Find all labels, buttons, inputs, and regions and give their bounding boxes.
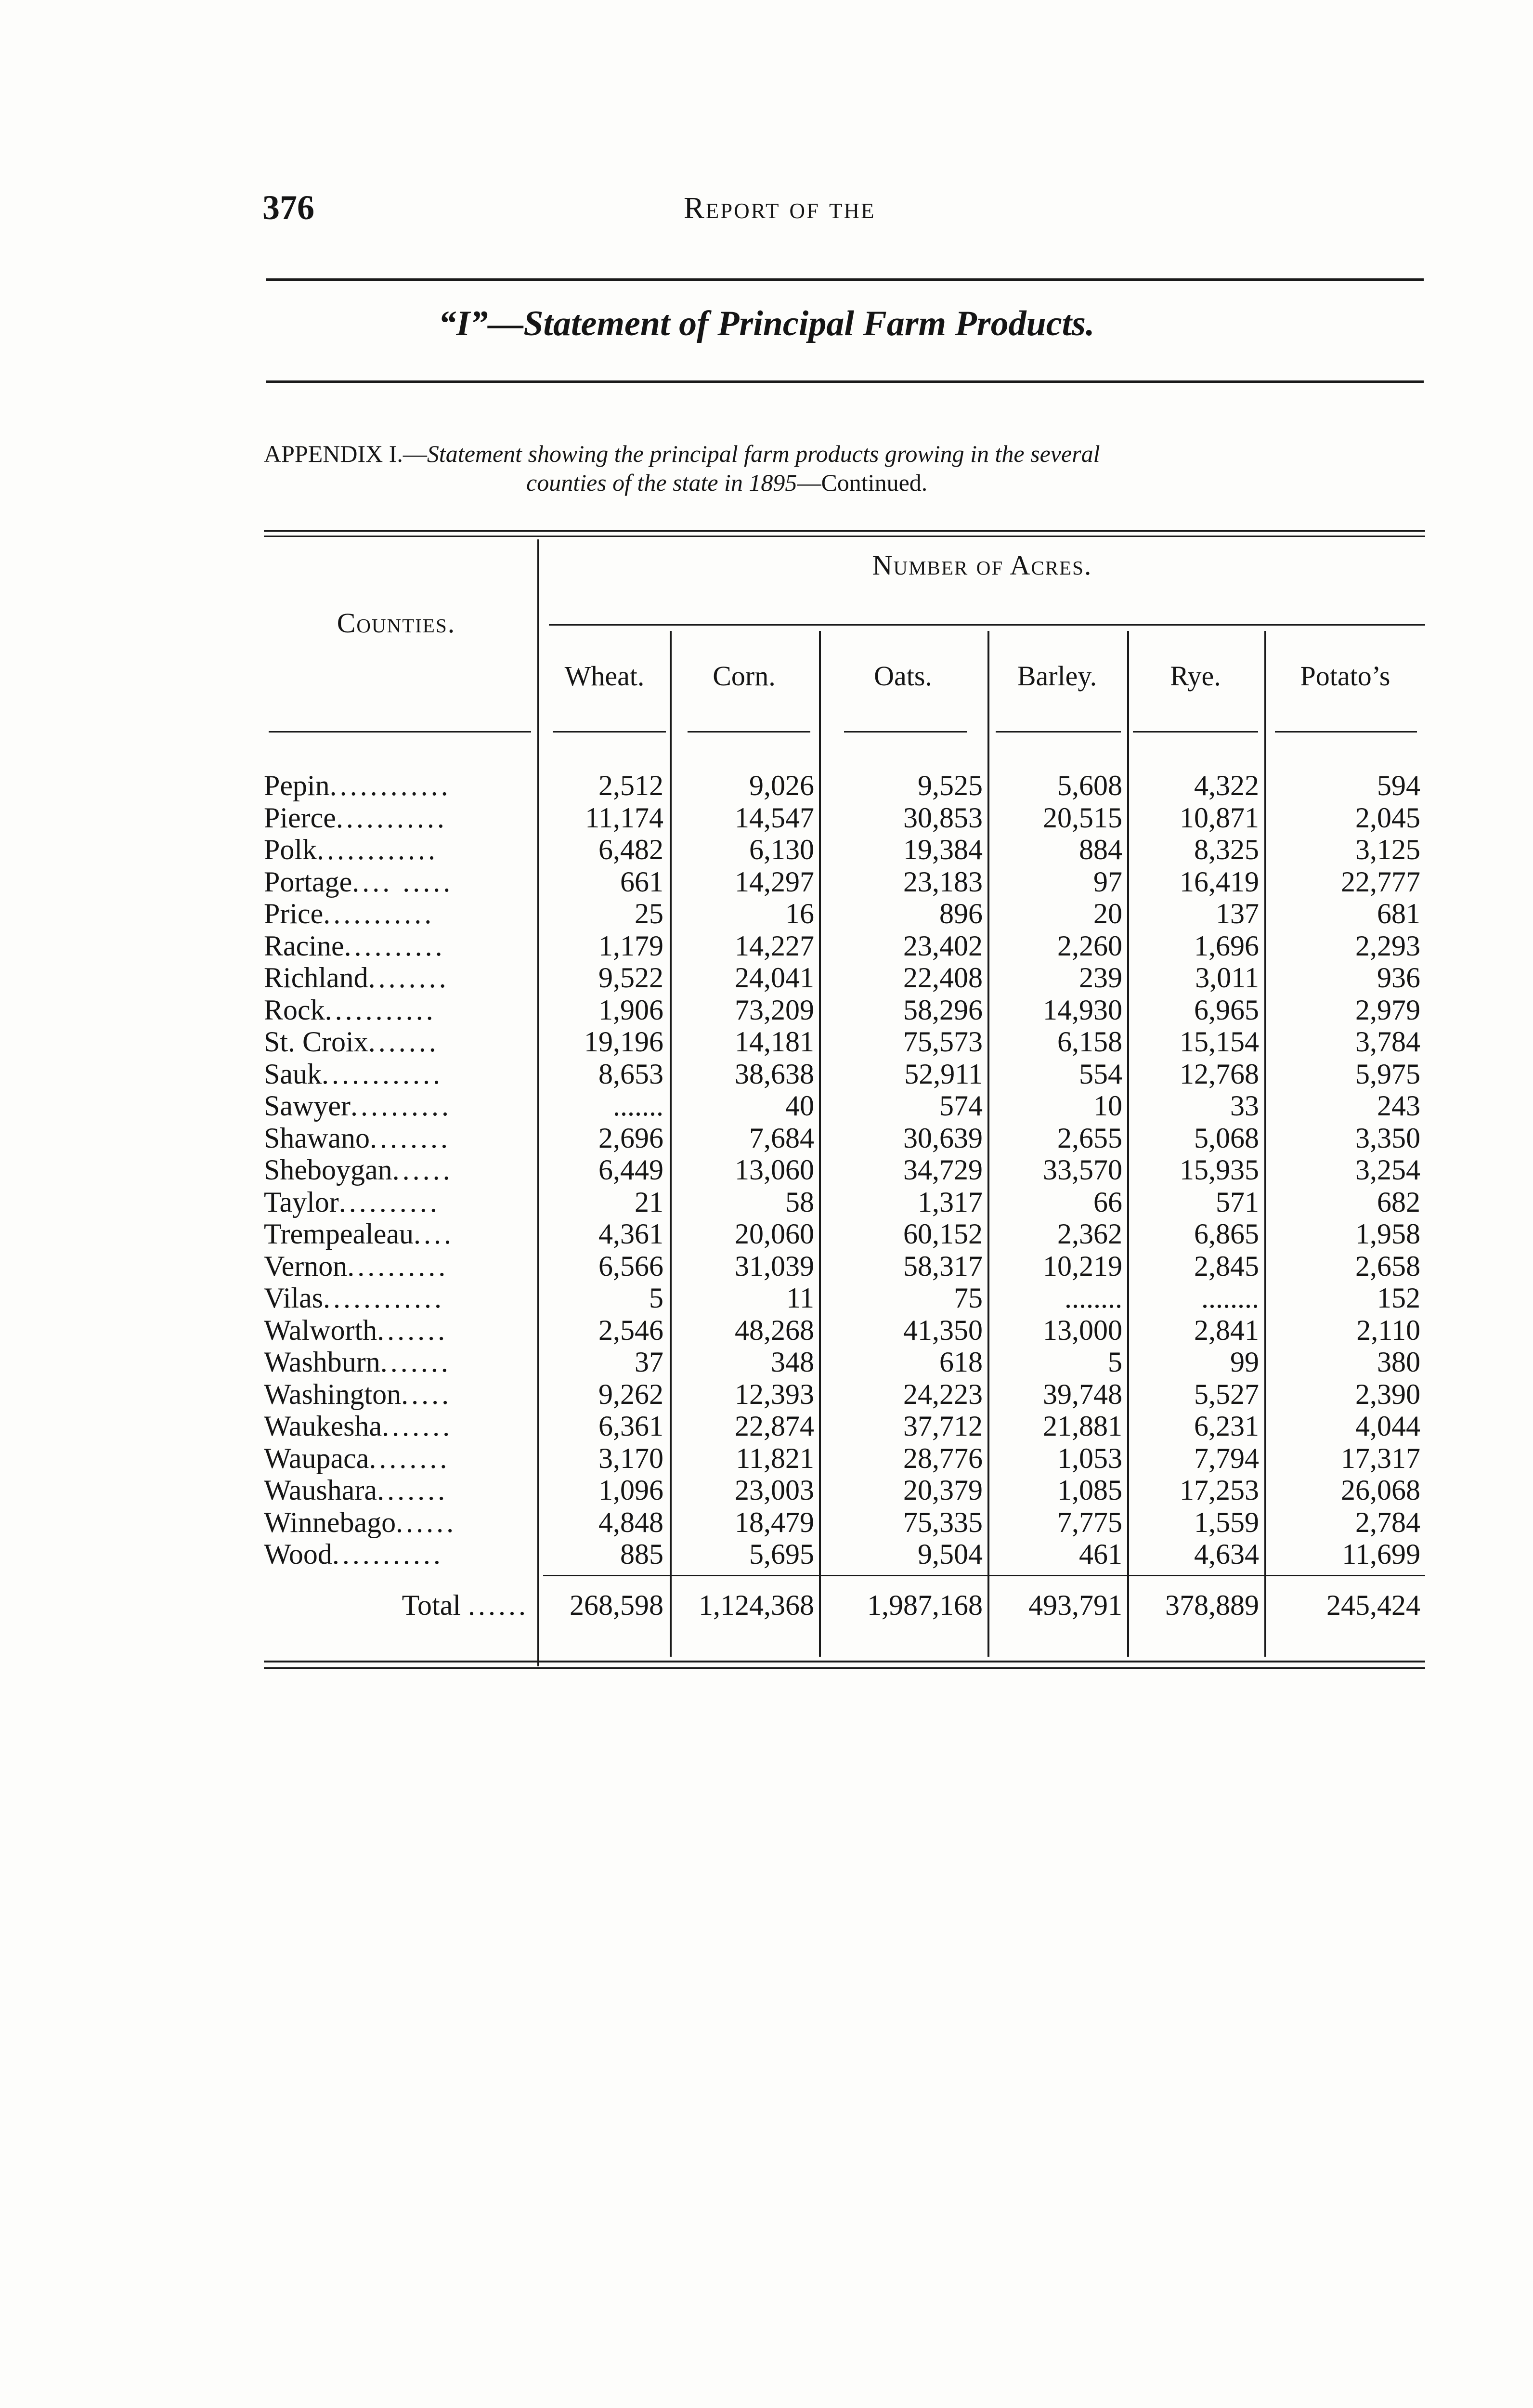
cell-wheat: 6,566 [598, 1250, 663, 1282]
county-leader: .......... [347, 1250, 449, 1282]
cell-potatoes: 681 [1377, 898, 1420, 929]
cell-wheat: 19,196 [584, 1026, 663, 1058]
cell-oats: 20,379 [903, 1474, 983, 1506]
cell-oats: 30,853 [903, 801, 983, 834]
cell-corn: 14,547 [735, 801, 814, 834]
county-name: Vilas [264, 1282, 324, 1314]
cell-wheat: 9,262 [598, 1378, 663, 1410]
county-leader: ........ [368, 962, 449, 994]
county-leader: ........... [325, 994, 436, 1026]
county-leader: ....... [380, 1346, 451, 1378]
county-name: Walworth [264, 1314, 377, 1346]
county-name: Waukesha [264, 1410, 382, 1442]
county-cell [264, 962, 529, 994]
county-cell [264, 1154, 529, 1186]
cell-corn: 12,393 [735, 1378, 814, 1410]
group-header-rule [549, 624, 1425, 626]
table-row [264, 1250, 1425, 1282]
header-rule-corn [688, 731, 810, 733]
total-label [264, 1589, 538, 1621]
county-leader: ....... [368, 1026, 439, 1058]
county-leader: ........... [336, 801, 447, 834]
header-rule-stub [269, 731, 531, 733]
cell-oats: 23,183 [903, 865, 983, 898]
county-name: Sheboygan [264, 1154, 392, 1186]
cell-barley: 5 [1108, 1346, 1122, 1378]
county-cell [264, 802, 529, 834]
county-name: Waushara [264, 1474, 377, 1506]
cell-rye: 15,154 [1180, 1026, 1259, 1058]
cell-barley: 10 [1093, 1090, 1122, 1122]
cell-barley: 13,000 [1043, 1314, 1122, 1346]
county-leader: .......... [338, 1186, 440, 1218]
cell-potatoes: 2,658 [1355, 1250, 1420, 1282]
col-header-rye: Rye. [1170, 660, 1221, 692]
table-row [264, 834, 1425, 865]
cell-potatoes: 3,784 [1355, 1026, 1420, 1058]
total-rule [543, 1575, 1425, 1576]
county-cell [264, 1442, 529, 1474]
cell-wheat: 2,512 [598, 770, 663, 801]
table-row [264, 1122, 1425, 1154]
table-row [264, 1410, 1425, 1442]
cell-oats: 896 [939, 898, 983, 929]
county-leader: ....... [377, 1314, 448, 1346]
cell-potatoes: 5,975 [1355, 1058, 1420, 1090]
cell-barley: 2,655 [1057, 1122, 1122, 1154]
cell-barley: 554 [1079, 1058, 1122, 1090]
cell-rye: 5,068 [1194, 1122, 1259, 1154]
col-header-potatoes: Potato’s [1300, 660, 1390, 692]
col-header-barley: Barley. [1017, 660, 1097, 692]
county-name: Rock [264, 994, 325, 1026]
cell-wheat: 1,179 [598, 929, 663, 962]
county-leader: .......... [344, 929, 445, 962]
cell-barley: 39,748 [1043, 1378, 1122, 1410]
cell-oats: 52,911 [904, 1058, 983, 1090]
county-name: Richland [264, 962, 368, 994]
cell-corn: 5,695 [749, 1538, 814, 1570]
cell-oats: 1,317 [918, 1186, 983, 1218]
cell-barley: 6,158 [1057, 1026, 1122, 1058]
cell-corn: 58 [785, 1186, 814, 1218]
cell-oats: 34,729 [903, 1154, 983, 1186]
cell-corn: 14,227 [735, 929, 814, 962]
county-cell [264, 898, 529, 929]
table-row [264, 1314, 1425, 1346]
cell-rye: 571 [1216, 1186, 1259, 1218]
county-name: Portage [264, 865, 352, 898]
cell-oats: 30,639 [903, 1122, 983, 1154]
table-row [264, 962, 1425, 994]
cell-barley: 884 [1079, 834, 1122, 865]
table-row [264, 1186, 1425, 1218]
cell-rye: 1,696 [1194, 929, 1259, 962]
cell-corn: 7,684 [749, 1122, 814, 1154]
cell-corn: 348 [771, 1346, 814, 1378]
county-leader: ....... [377, 1474, 448, 1506]
table-row [264, 1538, 1425, 1570]
cell-barley: 10,219 [1043, 1250, 1122, 1282]
county-leader: ..... [401, 1378, 452, 1410]
cell-potatoes: 380 [1377, 1346, 1420, 1378]
cell-oats: 574 [939, 1090, 983, 1122]
cell-oats: 75,335 [903, 1506, 983, 1538]
cell-barley: 2,362 [1057, 1218, 1122, 1250]
table-top-rule [264, 530, 1425, 532]
table-row [264, 1026, 1425, 1058]
cell-rye: 99 [1230, 1346, 1259, 1378]
cell-potatoes: 22,777 [1341, 865, 1420, 898]
cell-rye: 5,527 [1194, 1378, 1259, 1410]
cell-oats: 58,296 [903, 994, 983, 1026]
cell-rye: 17,253 [1180, 1474, 1259, 1506]
county-name: Washington [264, 1378, 402, 1410]
county-leader: ............ [322, 1058, 443, 1090]
county-leader: .......... [350, 1090, 452, 1122]
cell-potatoes: 4,044 [1355, 1410, 1420, 1442]
cell-rye: 7,794 [1194, 1442, 1259, 1474]
cell-oats: 58,317 [903, 1250, 983, 1282]
table-bottom-rule-2 [264, 1667, 1425, 1669]
cell-wheat: 4,361 [598, 1218, 663, 1250]
cell-wheat: 2,696 [598, 1122, 663, 1154]
cell-potatoes: 594 [1377, 770, 1420, 801]
county-name: Waupaca [264, 1442, 369, 1474]
farm-products-table [264, 530, 1425, 1676]
header-rule-wheat [553, 731, 666, 733]
cell-rye: 6,865 [1194, 1218, 1259, 1250]
cell-oats: 75,573 [903, 1026, 983, 1058]
cell-barley: 239 [1079, 962, 1122, 994]
county-leader: ........... [323, 898, 435, 929]
cell-rye: ........ [1201, 1282, 1259, 1314]
cell-wheat: ....... [613, 1090, 663, 1122]
cell-corn: 14,181 [735, 1026, 814, 1058]
cell-oats: 22,408 [903, 962, 983, 994]
caption-line2-italic: counties of the state in 1895 [526, 469, 797, 496]
county-name: Pierce [264, 801, 336, 834]
cell-potatoes: 2,110 [1356, 1314, 1420, 1346]
cell-barley: 66 [1093, 1186, 1122, 1218]
group-header: Number of Acres. [872, 550, 1092, 581]
table-row [264, 994, 1425, 1026]
cell-potatoes: 2,979 [1355, 994, 1420, 1026]
cell-oats: 37,712 [903, 1410, 983, 1442]
total-potatoes: 245,424 [1326, 1589, 1420, 1621]
cell-corn: 38,638 [735, 1058, 814, 1090]
cell-potatoes: 2,390 [1355, 1378, 1420, 1410]
running-head: Report of the [684, 191, 876, 225]
cell-corn: 20,060 [735, 1218, 814, 1250]
cell-barley: 461 [1079, 1538, 1122, 1570]
cell-wheat: 6,361 [598, 1410, 663, 1442]
cell-wheat: 5 [649, 1282, 663, 1314]
cell-barley: 14,930 [1043, 994, 1122, 1026]
county-name: Price [264, 898, 324, 929]
county-cell [264, 994, 529, 1026]
total-corn: 1,124,368 [699, 1589, 814, 1621]
cell-wheat: 2,546 [598, 1314, 663, 1346]
cell-potatoes: 243 [1377, 1090, 1420, 1122]
county-cell [264, 1122, 529, 1154]
cell-oats: 28,776 [903, 1442, 983, 1474]
cell-potatoes: 3,254 [1355, 1154, 1420, 1186]
cell-oats: 75 [954, 1282, 983, 1314]
cell-potatoes: 1,958 [1355, 1218, 1420, 1250]
cell-potatoes: 936 [1377, 962, 1420, 994]
cell-corn: 22,874 [735, 1410, 814, 1442]
cell-wheat: 9,522 [598, 962, 663, 994]
county-leader: ....... [382, 1410, 453, 1442]
col-header-oats: Oats. [874, 660, 932, 692]
cell-potatoes: 3,125 [1355, 834, 1420, 865]
cell-barley: 21,881 [1043, 1410, 1122, 1442]
cell-wheat: 1,906 [598, 994, 663, 1026]
county-cell [264, 930, 529, 962]
total-row [264, 1589, 1425, 1621]
cell-wheat: 25 [635, 898, 663, 929]
table-row [264, 1058, 1425, 1090]
county-leader: ............ [329, 770, 451, 801]
county-leader: ...... [392, 1154, 453, 1186]
county-name: St. Croix [264, 1026, 368, 1058]
cell-wheat: 661 [620, 865, 663, 898]
county-cell [264, 834, 529, 865]
county-name: Polk [264, 834, 317, 865]
cell-wheat: 21 [635, 1186, 663, 1218]
county-cell [264, 866, 529, 898]
cell-corn: 6,130 [749, 834, 814, 865]
cell-corn: 73,209 [735, 994, 814, 1026]
cell-oats: 23,402 [903, 929, 983, 962]
county-name: Sauk [264, 1058, 322, 1090]
cell-corn: 31,039 [735, 1250, 814, 1282]
cell-wheat: 6,449 [598, 1154, 663, 1186]
cell-potatoes: 152 [1377, 1282, 1420, 1314]
table-row [264, 1506, 1425, 1538]
cell-barley: 1,085 [1057, 1474, 1122, 1506]
cell-oats: 60,152 [903, 1218, 983, 1250]
table-row [264, 1346, 1425, 1378]
county-leader: ........ [369, 1122, 451, 1154]
cell-corn: 16 [785, 898, 814, 929]
cell-barley: ........ [1065, 1282, 1122, 1314]
county-cell [264, 1506, 529, 1538]
cell-rye: 6,231 [1194, 1410, 1259, 1442]
county-cell [264, 1026, 529, 1058]
cell-barley: 2,260 [1057, 929, 1122, 962]
title-bottom-rule [266, 380, 1424, 383]
county-cell [264, 1282, 529, 1314]
cell-rye: 3,011 [1195, 962, 1259, 994]
cell-wheat: 885 [620, 1538, 663, 1570]
cell-wheat: 8,653 [598, 1058, 663, 1090]
county-leader: .... ..... [352, 865, 454, 898]
cell-potatoes: 3,350 [1355, 1122, 1420, 1154]
county-name: Vernon [264, 1250, 348, 1282]
county-cell [264, 1218, 529, 1250]
county-cell [264, 1410, 529, 1442]
total-barley: 493,791 [1028, 1589, 1122, 1621]
county-cell [264, 1058, 529, 1090]
cell-rye: 4,322 [1194, 770, 1259, 801]
cell-rye: 15,935 [1180, 1154, 1259, 1186]
county-cell [264, 1090, 529, 1122]
header-rule-oats [844, 731, 967, 733]
appendix-caption [264, 439, 1429, 497]
cell-corn: 24,041 [735, 962, 814, 994]
cell-oats: 618 [939, 1346, 983, 1378]
total-wheat: 268,598 [570, 1589, 663, 1621]
table-bottom-rule [264, 1661, 1425, 1662]
county-name: Winnebago [264, 1506, 396, 1538]
county-leader: ............ [323, 1282, 445, 1314]
county-name: Sawyer [264, 1090, 351, 1122]
cell-wheat: 11,174 [585, 801, 663, 834]
col-header-corn: Corn. [713, 660, 776, 692]
cell-rye: 33 [1230, 1090, 1259, 1122]
county-name: Trempealeau [264, 1218, 414, 1250]
cell-oats: 9,525 [918, 770, 983, 801]
cell-rye: 1,559 [1194, 1506, 1259, 1538]
cell-oats: 24,223 [903, 1378, 983, 1410]
cell-potatoes: 17,317 [1341, 1442, 1420, 1474]
table-row [264, 1474, 1425, 1506]
table-row [264, 1090, 1425, 1122]
total-leader: ...... [468, 1589, 529, 1621]
county-cell [264, 1314, 529, 1346]
county-cell [264, 1346, 529, 1378]
cell-rye: 137 [1216, 898, 1259, 929]
county-leader: ........... [332, 1538, 443, 1570]
county-leader: ............ [317, 834, 439, 865]
cell-wheat: 1,096 [598, 1474, 663, 1506]
cell-potatoes: 2,784 [1355, 1506, 1420, 1538]
county-name: Pepin [264, 770, 330, 801]
county-cell [264, 1186, 529, 1218]
county-cell [264, 1538, 529, 1570]
cell-corn: 11 [786, 1282, 814, 1314]
cell-corn: 9,026 [749, 770, 814, 801]
county-cell [264, 770, 529, 801]
county-name: Shawano [264, 1122, 370, 1154]
cell-oats: 9,504 [918, 1538, 983, 1570]
table-row [264, 930, 1425, 962]
cell-corn: 11,821 [736, 1442, 814, 1474]
cell-rye: 8,325 [1194, 834, 1259, 865]
county-cell [264, 1378, 529, 1410]
table-row [264, 802, 1425, 834]
county-leader: ...... [396, 1506, 457, 1538]
cell-rye: 6,965 [1194, 994, 1259, 1026]
cell-corn: 48,268 [735, 1314, 814, 1346]
caption-line2-suffix: —Continued. [797, 469, 928, 496]
cell-rye: 16,419 [1180, 865, 1259, 898]
stub-header: Counties. [337, 607, 456, 639]
table-top-rule-2 [264, 536, 1425, 537]
table-row [264, 1378, 1425, 1410]
county-name: Racine [264, 929, 344, 962]
table-row [264, 866, 1425, 898]
cell-corn: 18,479 [735, 1506, 814, 1538]
total-oats: 1,987,168 [867, 1589, 983, 1621]
cell-rye: 4,634 [1194, 1538, 1259, 1570]
cell-potatoes: 2,045 [1355, 801, 1420, 834]
total-label-text: Total [402, 1589, 461, 1621]
county-name: Taylor [264, 1186, 339, 1218]
cell-barley: 1,053 [1057, 1442, 1122, 1474]
title-top-rule [266, 278, 1424, 281]
cell-rye: 10,871 [1180, 801, 1259, 834]
table-row [264, 1442, 1425, 1474]
table-row [264, 898, 1425, 929]
page-number: 376 [262, 188, 314, 227]
cell-rye: 12,768 [1180, 1058, 1259, 1090]
total-rye: 378,889 [1165, 1589, 1259, 1621]
cell-oats: 19,384 [903, 834, 983, 865]
cell-corn: 40 [785, 1090, 814, 1122]
cell-barley: 97 [1093, 865, 1122, 898]
county-cell [264, 1474, 529, 1506]
cell-barley: 20,515 [1043, 801, 1122, 834]
cell-wheat: 37 [635, 1346, 663, 1378]
county-leader: .... [414, 1218, 455, 1250]
cell-oats: 41,350 [903, 1314, 983, 1346]
table-row [264, 770, 1425, 801]
cell-potatoes: 26,068 [1341, 1474, 1420, 1506]
cell-wheat: 4,848 [598, 1506, 663, 1538]
cell-potatoes: 2,293 [1355, 929, 1420, 962]
cell-barley: 5,608 [1057, 770, 1122, 801]
county-name: Wood [264, 1538, 332, 1570]
header-rule-rye [1133, 731, 1258, 733]
caption-italic: Statement showing the principal farm products growing in the several [427, 440, 1100, 467]
table-row [264, 1218, 1425, 1250]
cell-wheat: 3,170 [598, 1442, 663, 1474]
cell-potatoes: 11,699 [1342, 1538, 1420, 1570]
cell-barley: 7,775 [1057, 1506, 1122, 1538]
cell-wheat: 6,482 [598, 834, 663, 865]
section-title: “I”—Statement of Principal Farm Products. [438, 304, 1095, 343]
cell-barley: 33,570 [1043, 1154, 1122, 1186]
cell-potatoes: 682 [1377, 1186, 1420, 1218]
county-name: Washburn [264, 1346, 380, 1378]
table-row [264, 1282, 1425, 1314]
cell-corn: 23,003 [735, 1474, 814, 1506]
cell-rye: 2,841 [1194, 1314, 1259, 1346]
table-row [264, 1154, 1425, 1186]
col-header-wheat: Wheat. [564, 660, 645, 692]
cell-barley: 20 [1093, 898, 1122, 929]
cell-corn: 14,297 [735, 865, 814, 898]
county-cell [264, 1250, 529, 1282]
header-rule-barley [996, 731, 1121, 733]
cell-corn: 13,060 [735, 1154, 814, 1186]
caption-prefix: APPENDIX I.— [264, 440, 427, 467]
county-leader: ........ [369, 1442, 450, 1474]
cell-rye: 2,845 [1194, 1250, 1259, 1282]
header-rule-potatoes [1275, 731, 1417, 733]
